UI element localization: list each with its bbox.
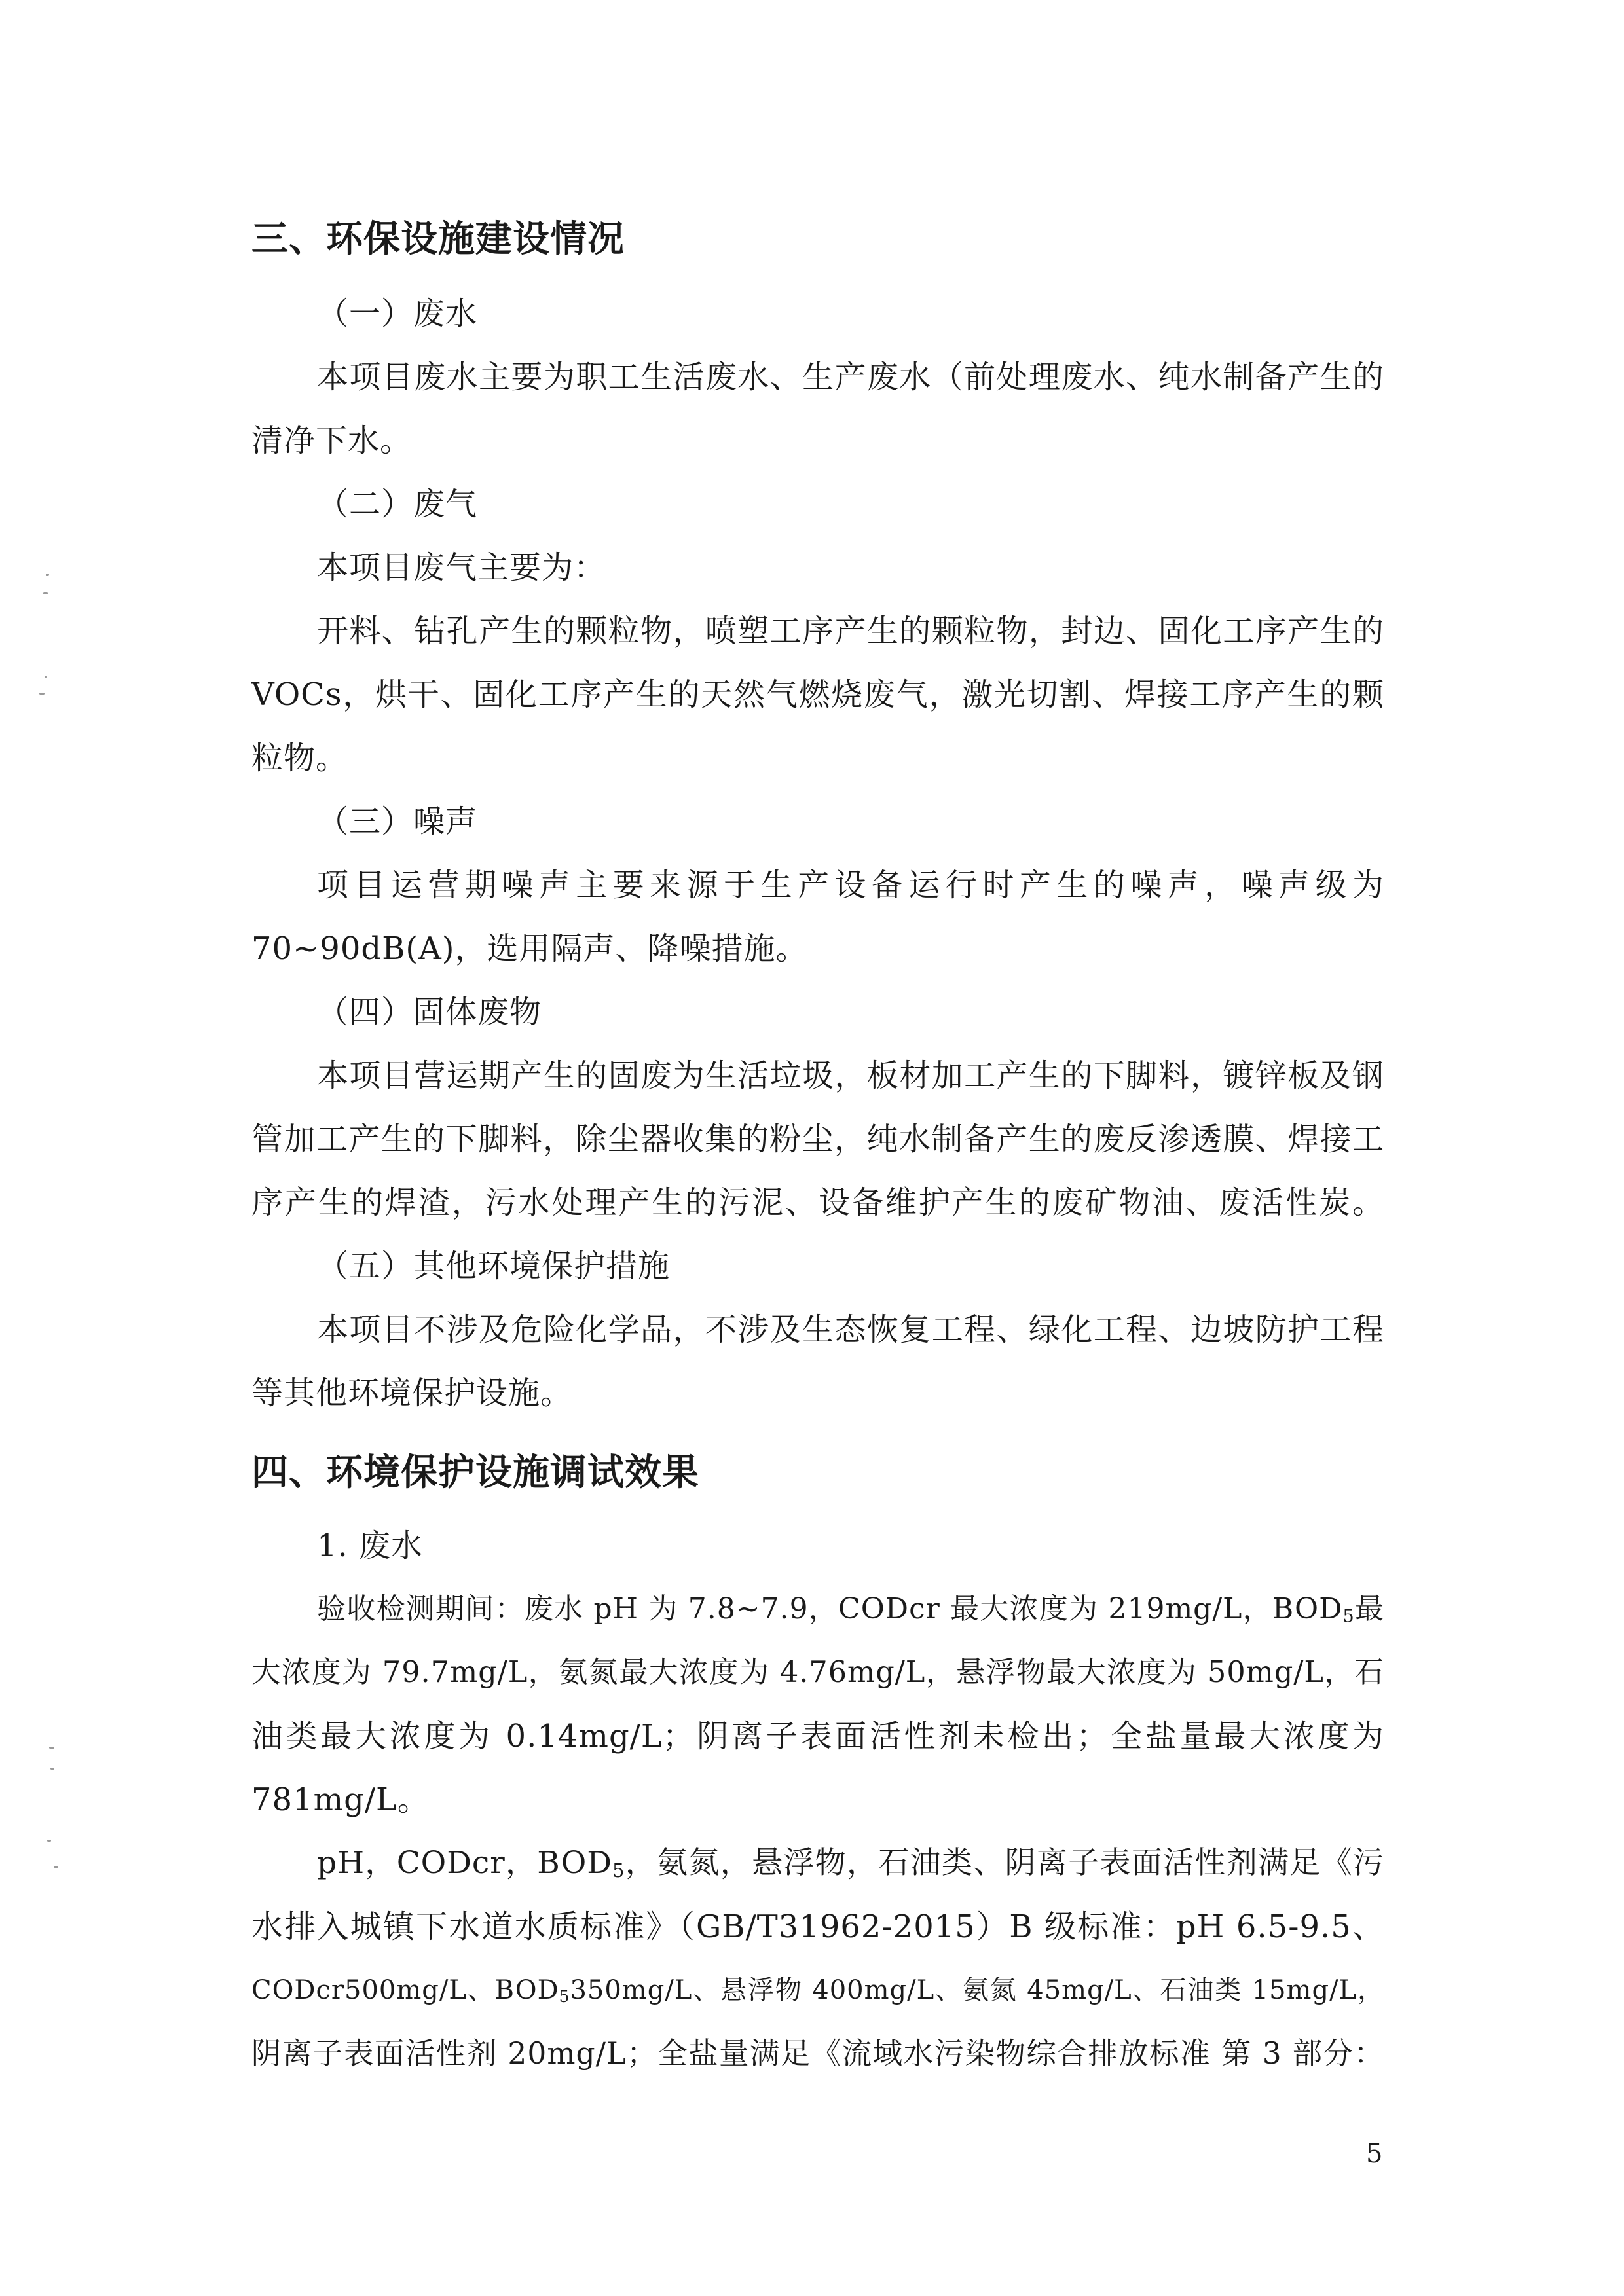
scan-speck xyxy=(50,1768,54,1770)
standard-line-1: pH，CODcr，$BOD_5$，氨氮，悬浮物，石油类、阴离子表面活性剂满足《污 xyxy=(317,1845,1384,1882)
page-number: 5 xyxy=(1366,2139,1383,2169)
monitoring-line-2: 大浓度为 79.7mg/L，氨氮最大浓度为 4.76mg/L，悬浮物最大浓度为 50mg/L，石 xyxy=(251,1656,1384,1689)
scan-speck xyxy=(47,1840,51,1842)
other-measures-heading: （五）其他环境保护措施 xyxy=(317,1248,671,1285)
exhaust-line-1: 本项目废气主要为： xyxy=(317,549,606,586)
scan-speck xyxy=(39,693,45,695)
solid-waste-heading: （四）固体废物 xyxy=(317,994,542,1030)
exhaust-line-3: VOCs，烘干、固化工序产生的天然气燃烧废气，激光切割、焊接工序产生的颗 xyxy=(251,676,1384,713)
scan-speck xyxy=(49,1747,54,1749)
other-measures-line-2: 等其他环境保护设施。 xyxy=(251,1375,573,1412)
wastewater-subheading: 1. 废水 xyxy=(317,1527,424,1564)
section-4-title: 四、环境保护设施调试效果 xyxy=(251,1451,699,1494)
noise-line-1: 项目运营期噪声主要来源于生产设备运行时产生的噪声，噪声级为 xyxy=(317,867,1384,903)
solid-waste-line-2: 管加工产生的下脚料，除尘器收集的粉尘，纯水制备产生的废反渗透膜、焊接工 xyxy=(251,1121,1384,1157)
monitoring-line-3: 油类最大浓度为 0.14mg/L；阴离子表面活性剂未检出；全盐量最大浓度为 xyxy=(251,1718,1384,1755)
scan-speck xyxy=(46,574,49,576)
noise-line-2: 70~90dB(A)，选用隔声、降噪措施。 xyxy=(251,930,808,967)
wastewater-heading: （一）废水 xyxy=(317,295,478,332)
exhaust-heading: （二）废气 xyxy=(317,486,478,522)
other-measures-line-1: 本项目不涉及危险化学品，不涉及生态恢复工程、绿化工程、边坡防护工程 xyxy=(317,1311,1384,1348)
exhaust-line-4: 粒物。 xyxy=(251,740,348,776)
monitoring-line-1: 验收检测期间：废水 pH 为 7.8~7.9，CODcr 最大浓度为 219mg/L，$BOD_5$最 xyxy=(317,1592,1384,1627)
solid-waste-line-1: 本项目营运期产生的固废为生活垃圾，板材加工产生的下脚料，镀锌板及钢 xyxy=(317,1057,1384,1094)
scan-speck xyxy=(43,592,48,594)
exhaust-line-2: 开料、钻孔产生的颗粒物，喷塑工序产生的颗粒物，封边、固化工序产生的 xyxy=(317,613,1384,649)
solid-waste-line-3: 序产生的焊渣，污水处理产生的污泥、设备维护产生的废矿物油、废活性炭。 xyxy=(251,1184,1384,1221)
scan-speck xyxy=(54,1866,58,1868)
monitoring-line-4: 781mg/L。 xyxy=(251,1781,430,1818)
standard-line-4: 阴离子表面活性剂 20mg/L；全盐量满足《流域水污染物综合排放标准 第 3 部分： xyxy=(251,2036,1384,2071)
wastewater-line-2: 清净下水。 xyxy=(251,422,413,459)
scan-speck xyxy=(45,676,47,678)
wastewater-line-1: 本项目废水主要为职工生活废水、生产废水（前处理废水、纯水制备产生的 xyxy=(317,359,1384,395)
standard-line-3: CODcr500mg/L、$BOD_5350mg/L$、悬浮物 400mg/L、氨氮 45mg/L、石油类 15mg/L， xyxy=(251,1975,1384,2006)
section-3-title: 三、环保设施建设情况 xyxy=(251,218,625,261)
noise-heading: （三）噪声 xyxy=(317,803,478,840)
standard-line-2: 水排入城镇下水道水质标准》（GB/T31962-2015）B 级标准：pH 6.5-9.5、 xyxy=(251,1908,1384,1945)
